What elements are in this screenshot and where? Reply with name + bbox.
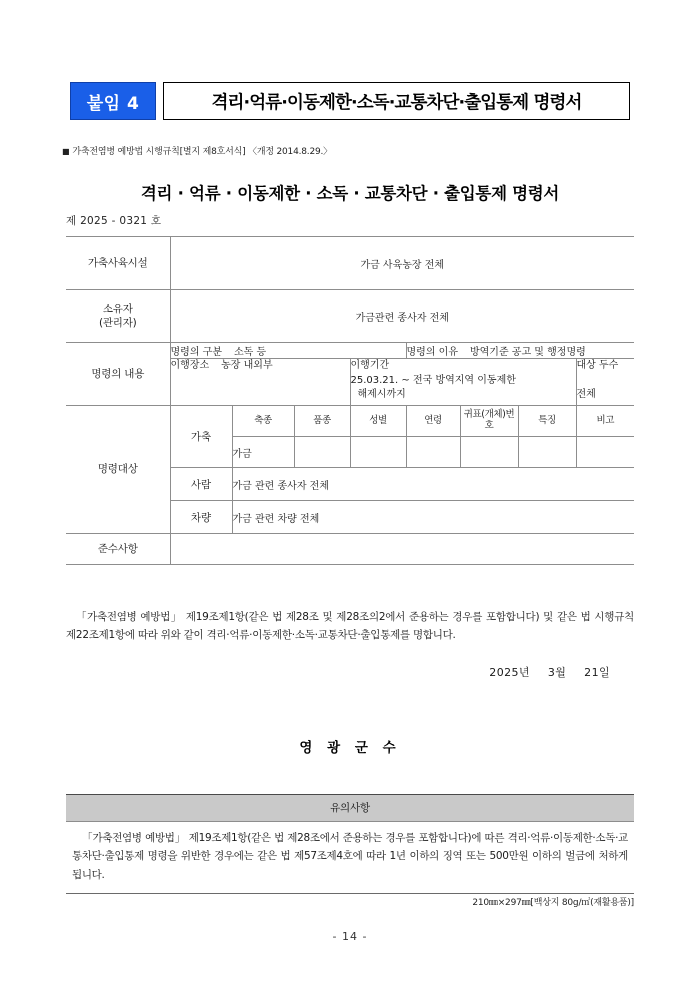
bullet-square-icon: ■ [62, 147, 70, 156]
order-period-cell [350, 359, 576, 406]
table-row-compliance [66, 534, 634, 565]
target-label: 명령대상 [66, 406, 170, 534]
page-number: - 14 - [332, 930, 368, 943]
order-period-value-line1: 25.03.21. ~ 전국 방역지역 이동제한 [350, 374, 516, 386]
target-person-label: 사람 [170, 468, 232, 501]
facility-value: 가금 사육농장 전체 [170, 237, 634, 290]
notice-heading: 유의사항 [66, 795, 634, 822]
order-category-cell [170, 343, 406, 359]
order-period-value-line2: 해제시까지 [357, 389, 406, 400]
target-livestock-label: 가축 [170, 406, 232, 468]
page-title: 격리 · 억류 · 이동제한 · 소독 · 교통차단 · 출입통제 명령서 [140, 184, 560, 203]
issue-date-year: 2025년 [489, 666, 530, 679]
form-source-note [62, 144, 332, 157]
document-number: 제 2025 - 0321 호 [66, 215, 162, 227]
livestock-value-species: 가금 [232, 437, 294, 468]
livestock-header-remark: 비고 [576, 406, 634, 437]
livestock-header-breed: 품종 [294, 406, 350, 437]
livestock-header-species: 축종 [232, 406, 294, 437]
order-reason-cell [406, 343, 634, 359]
table-row-order-content-1 [66, 343, 634, 359]
livestock-value-eartag [460, 437, 518, 468]
owner-value: 가금관련 종사자 전체 [170, 290, 634, 343]
livestock-value-age [406, 437, 460, 468]
livestock-value-feature [518, 437, 576, 468]
issue-date-month: 3월 [547, 666, 567, 679]
table-row-owner [66, 290, 634, 343]
order-period-label: 이행기간 [350, 360, 390, 371]
attachment-title: 격리·억류·이동제한·소독·교통차단·출입통제 명령서 [163, 82, 630, 120]
livestock-header-age: 연령 [406, 406, 460, 437]
livestock-value-breed [294, 437, 350, 468]
attachment-badge: 붙임 4 [70, 82, 156, 120]
order-category-value: 소독 등 [233, 347, 267, 358]
owner-sublabel: (관리자) [98, 317, 137, 329]
target-person-value: 가금 관련 종사자 전체 [232, 468, 634, 501]
livestock-value-sex [350, 437, 406, 468]
attachment-header-band [70, 82, 630, 120]
order-place-cell [170, 359, 350, 406]
order-place-label: 이행장소 [170, 360, 210, 371]
target-vehicle-value: 가금 관련 차량 전체 [232, 501, 634, 534]
compliance-value [170, 534, 634, 565]
order-content-label: 명령의 내용 [66, 343, 170, 406]
paper-specification: 210㎜×297㎜[백상지 80g/㎡(재활용품)] [472, 898, 634, 908]
order-form-table [66, 236, 634, 565]
legal-statement: 「가축전염병 예방법」 제19조제1항(같은 법 제28조 및 제28조의2에서 준용하는 경우를 포함합니다) 및 같은 법 시행규칙 제22조제1항에 따라 위와 같이 격리·억류·이동제한·소독·교통차단·출입통제를 명합니다. [66, 611, 634, 642]
order-reason-label: 명령의 이유 [406, 347, 458, 358]
notice-body: 「가축전염병 예방법」 제19조제1항(같은 법 제28조에서 준용하는 경우를 포함합니다)에 따른 격리·억류·이동제한·소독·교통차단·출입통제 명령을 위반한 경우에는 같은 법 제57조제4호에 따라 1년 이하의 징역 또는 500만원 이하의 벌금에 처하게 됩니다. [72, 832, 628, 881]
compliance-label: 준수사항 [66, 534, 170, 565]
table-row-target-livestock-header [66, 406, 634, 437]
order-place-value: 농장 내외부 [221, 360, 273, 371]
order-category-label: 명령의 구분 [170, 347, 222, 358]
facility-label: 가축사육시설 [66, 237, 170, 290]
owner-label-cell [66, 290, 170, 343]
order-count-cell [576, 359, 634, 406]
form-source-note-text: 가축전염병 예방법 시행규칙[별지 제8호서식] 〈개정 2014.8.29.〉 [72, 147, 332, 157]
order-count-value: 전체 [576, 388, 596, 400]
order-count-label: 대상 두수 [576, 360, 619, 371]
livestock-header-sex: 성별 [350, 406, 406, 437]
livestock-header-feature: 특징 [518, 406, 576, 437]
issue-date [66, 664, 634, 680]
issue-date-day: 21일 [584, 666, 610, 679]
issuer-authority: 영 광 군 수 [299, 740, 401, 756]
livestock-value-remark [576, 437, 634, 468]
notice-box [66, 794, 634, 894]
table-row-facility [66, 237, 634, 290]
owner-label: 소유자 [102, 302, 133, 315]
livestock-header-eartag: 귀표(개체)번호 [460, 406, 518, 437]
order-reason-value: 방역기준 공고 및 행정명령 [469, 347, 586, 358]
target-vehicle-label: 차량 [170, 501, 232, 534]
